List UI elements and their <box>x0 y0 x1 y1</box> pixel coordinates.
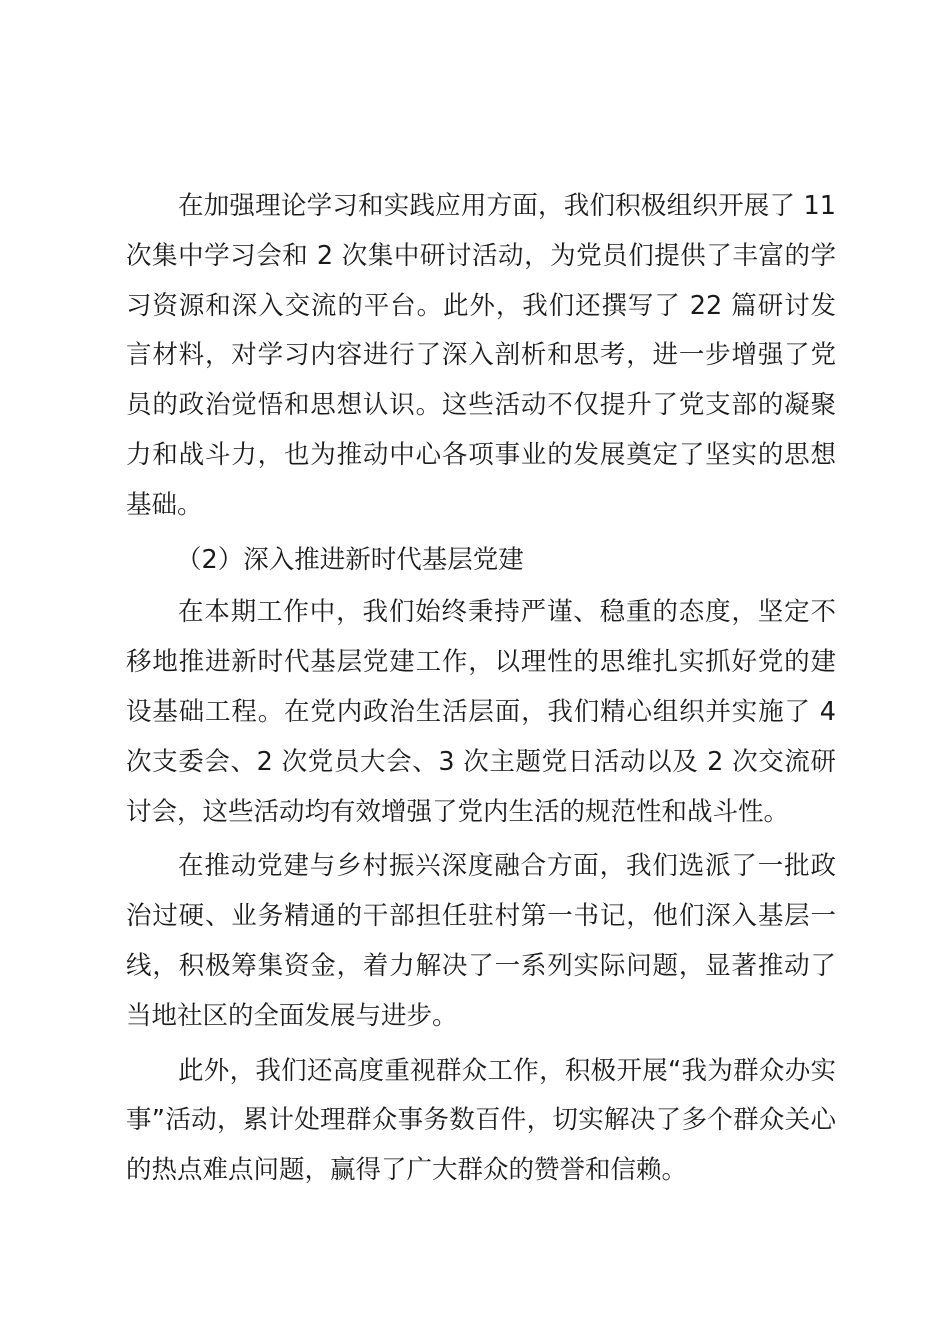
section-heading: （2）深入推进新时代基层党建 <box>176 544 524 575</box>
paragraph-theory-study: 在加强理论学习和实践应用方面，我们积极组织开展了 11 次集中学习会和 2 次集中研讨活动，为党员们提供了丰富的学习资源和深入交流的平台。此外，我们还撰写了 22 篇研讨发言材料，对学习内容进行了深入剖析和思考，进一步增强了党员的政治觉悟和思想认识。这些活动不仅提升了党支部的凝聚力和战斗力，也为推动中心各项事业的发展奠定了坚实的思想基础。 <box>126 191 836 520</box>
paragraph-rural-revitalization: 在推动党建与乡村振兴深度融合方面，我们选派了一批政治过硬、业务精通的干部担任驻村第一书记，他们深入基层一线，积极筹集资金，着力解决了一系列实际问题，显著推动了当地社区的全面发展与进步。 <box>126 851 836 1031</box>
paragraph-mass-work: 此外，我们还高度重视群众工作，积极开展“我为群众办实事”活动，累计处理群众事务数百件，切实解决了多个群众关心的热点难点问题，赢得了广大群众的赞誉和信赖。 <box>126 1055 836 1186</box>
document-page <box>126 182 836 1196</box>
paragraph-party-building: 在本期工作中，我们始终秉持严谨、稳重的态度，坚定不移地推进新时代基层党建工作，以理性的思维扎实抓好党的建设基础工程。在党内政治生活层面，我们精心组织并实施了 4 次支委会、2 次党员大会、3 次主题党日活动以及 2 次交流研讨会，这些活动均有效增强了党内生活的规范性和战斗性。 <box>126 597 836 827</box>
